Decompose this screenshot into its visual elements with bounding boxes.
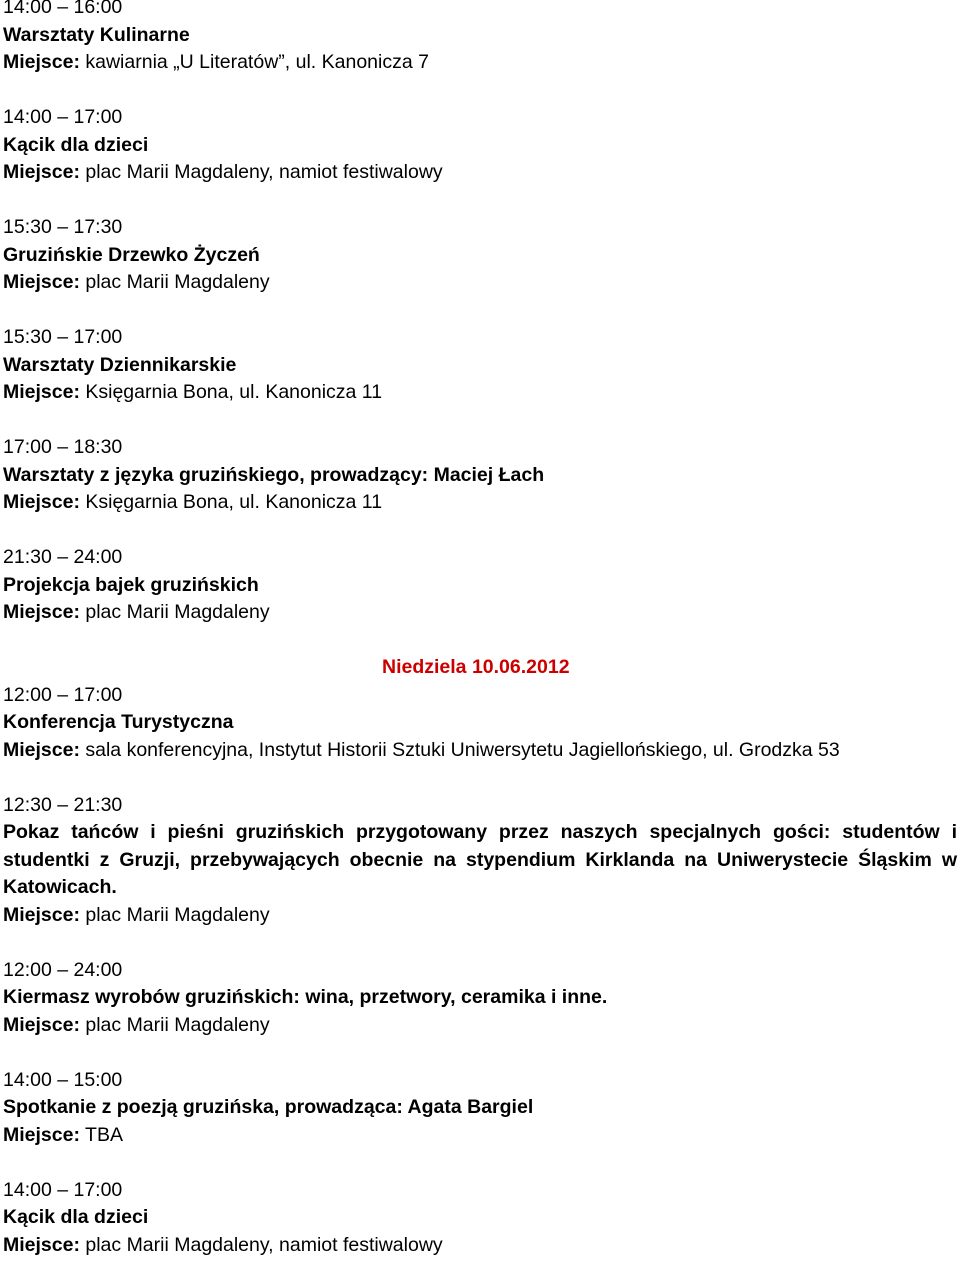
event-time: 14:00 – 17:00 xyxy=(3,1178,123,1201)
event-time: 15:30 – 17:30 xyxy=(3,216,123,238)
location-value: Księgarnia Bona, ul. Kanonicza 11 xyxy=(85,381,383,403)
event-location xyxy=(3,379,957,407)
location-value: sala konferencyjna, Instytut Historii Sztuki Uniwersytetu Jagiellońskiego, ul. Grodzka 53 xyxy=(85,738,840,761)
location-value: plac Marii Magdaleny xyxy=(85,601,270,623)
event-item xyxy=(3,544,957,627)
event-time: 12:00 – 24:00 xyxy=(3,958,123,981)
event-location xyxy=(3,1012,957,1040)
location-label: Miejsce: xyxy=(3,738,80,761)
location-label: Miejsce: xyxy=(3,51,80,73)
event-item xyxy=(3,1067,957,1150)
location-label: Miejsce: xyxy=(3,1013,80,1036)
event-time: 15:30 – 17:00 xyxy=(3,326,123,348)
event-item xyxy=(3,0,957,77)
location-label: Miejsce: xyxy=(3,381,80,403)
event-time: 12:00 – 17:00 xyxy=(3,683,123,706)
event-item xyxy=(3,682,957,765)
event-time: 21:30 – 24:00 xyxy=(3,546,123,568)
event-item xyxy=(3,324,957,407)
event-location xyxy=(3,49,957,77)
program-document xyxy=(3,0,957,1287)
event-title: Gruzińskie Drzewko Życzeń xyxy=(3,243,260,266)
event-item xyxy=(3,104,957,187)
event-location xyxy=(3,737,957,765)
location-value: kawiarnia „U Literatów”, ul. Kanonicza 7 xyxy=(85,51,429,73)
location-value: plac Marii Magdaleny xyxy=(85,903,270,926)
event-item xyxy=(3,1177,957,1260)
location-value: plac Marii Magdaleny, namiot festiwalowy xyxy=(85,161,443,183)
location-label: Miejsce: xyxy=(3,161,80,183)
event-item xyxy=(3,792,957,930)
event-time: 14:00 – 15:00 xyxy=(3,1068,123,1091)
event-location xyxy=(3,269,957,297)
event-title: Projekcja bajek gruzińskich xyxy=(3,573,259,596)
event-title: Spotkanie z poezją gruzińska, prowadząca: Agata Bargiel xyxy=(3,1096,534,1118)
location-label: Miejsce: xyxy=(3,271,80,293)
event-title: Pokaz tańców i pieśni gruzińskich przygotowany przez naszych specjalnych gości: studentów i studentki z Gruzji, przebywających obecnie na stypendium Kirklanda na Uniwerystecie Śląskim w Katowicach. xyxy=(3,821,957,898)
event-time: 17:00 – 18:30 xyxy=(3,436,123,458)
event-location xyxy=(3,1122,957,1150)
event-item xyxy=(3,434,957,517)
event-location xyxy=(3,489,957,517)
event-item xyxy=(3,214,957,297)
event-location xyxy=(3,159,957,187)
event-title: Warsztaty Kulinarne xyxy=(3,23,190,46)
event-title: Kiermasz wyrobów gruzińskich: wina, przetwory, ceramika i inne. xyxy=(3,986,608,1008)
location-label: Miejsce: xyxy=(3,1233,80,1256)
event-time: 12:30 – 21:30 xyxy=(3,793,123,816)
location-label: Miejsce: xyxy=(3,903,80,926)
event-title: Kącik dla dzieci xyxy=(3,1206,149,1228)
event-location xyxy=(3,599,957,627)
event-time: 14:00 – 16:00 xyxy=(3,0,123,18)
location-value: TBA xyxy=(85,1123,123,1146)
event-title: Warsztaty Dziennikarskie xyxy=(3,353,237,376)
event-title: Warsztaty z języka gruzińskiego, prowadzący: Maciej Łach xyxy=(3,463,545,486)
location-label: Miejsce: xyxy=(3,491,80,513)
location-value: plac Marii Magdaleny, namiot festiwalowy xyxy=(85,1233,443,1256)
event-title: Kącik dla dzieci xyxy=(3,133,149,156)
location-label: Miejsce: xyxy=(3,1123,80,1146)
location-value: plac Marii Magdaleny xyxy=(85,271,270,293)
day-header: Niedziela 10.06.2012 xyxy=(382,656,570,678)
location-label: Miejsce: xyxy=(3,601,80,623)
event-location xyxy=(3,1232,957,1260)
event-location xyxy=(3,902,957,930)
location-value: plac Marii Magdaleny xyxy=(85,1013,270,1036)
event-time: 14:00 – 17:00 xyxy=(3,106,123,128)
location-value: Księgarnia Bona, ul. Kanonicza 11 xyxy=(85,491,383,513)
event-item xyxy=(3,957,957,1040)
event-title: Konferencja Turystyczna xyxy=(3,711,234,733)
